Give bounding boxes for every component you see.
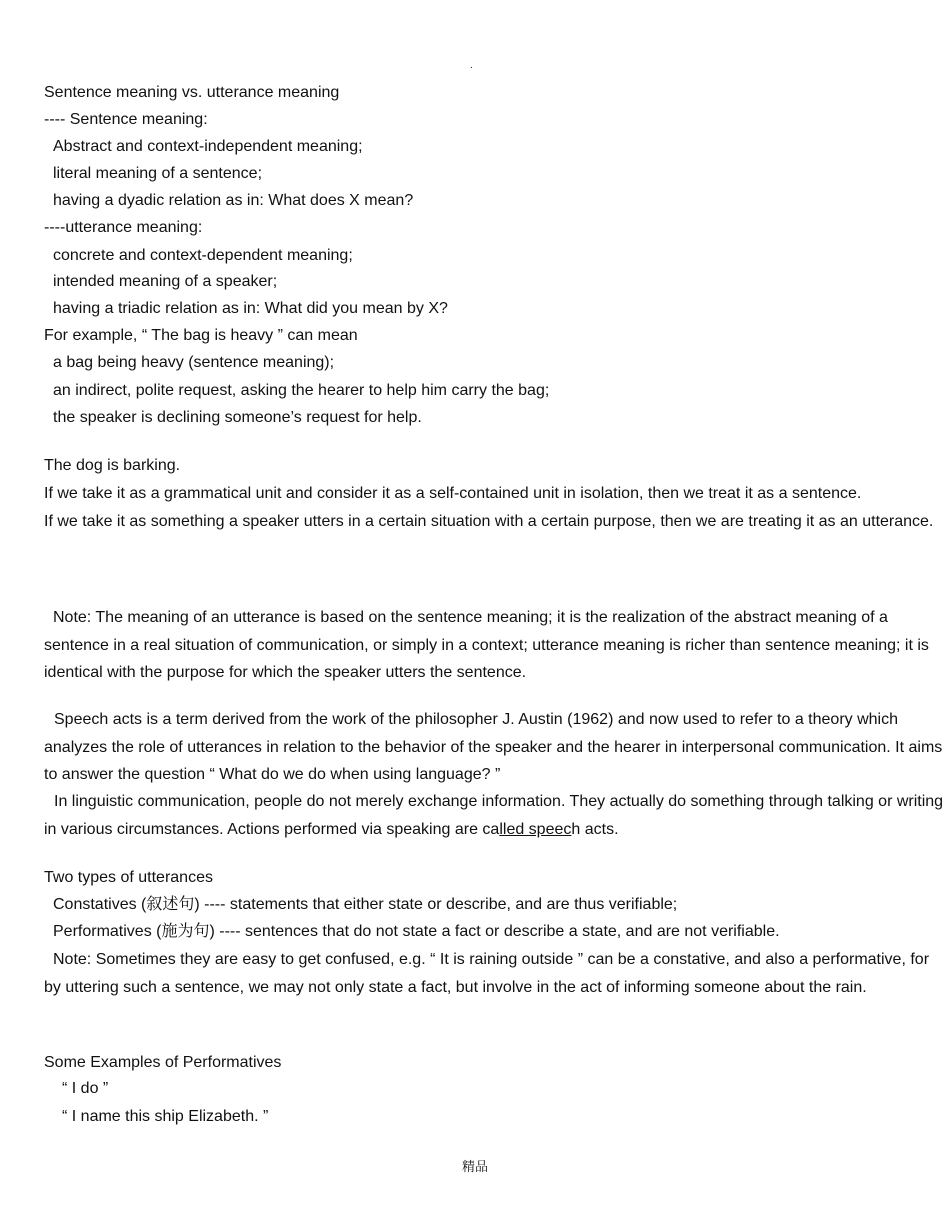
sentence-meaning-heading: ---- Sentence meaning: [44,111,208,128]
sentence-point: literal meaning of a sentence; [53,165,263,182]
section-title: Sentence meaning vs. utterance meaning [44,84,340,101]
sentence-paragraph: If we take it as a grammatical unit and consider it as a self-contained unit in isolation, then we treat it as a sentence. [44,485,862,502]
utterance-point: concrete and context-dependent meaning; [53,247,353,264]
speech-acts-text-end: h acts. [571,820,619,838]
speech-acts-paragraph: Speech acts is a term derived from the work of the philosopher J. Austin (1962) and now used to refer to a theory which analyzes the role of utterances in relation to the behavior of the speaker and the hearer in interpersonal communication. It aims to answer the question “ What do we do when using language? ” [44,711,943,783]
example-point: a bag being heavy (sentence meaning); [53,354,335,371]
performative-example: “ I do ” [62,1080,109,1097]
utterance-point: having a triadic relation as in: What did you mean by X? [53,300,448,317]
utterance-types-title: Two types of utterances [44,869,213,886]
sentence-point: having a dyadic relation as in: What does X mean? [53,192,414,209]
utterance-paragraph: If we take it as something a speaker utters in a certain situation with a certain purpose, then we are treating it as an utterance. [44,513,934,530]
footer-mark: 精品 [461,1159,488,1174]
underlined-text: lled speec [499,820,572,838]
performatives-definition: Performatives (施为句) ---- sentences that do not state a fact or describe a state, and are not verifiable. [53,923,780,940]
example-point: an indirect, polite request, asking the hearer to help him carry the bag; [53,382,550,399]
constatives-definition: Constatives (叙述句) ---- statements that either state or describe, and are thus verifiable; [53,896,678,913]
utterance-point: intended meaning of a speaker; [53,273,278,290]
sentence-point: Abstract and context-independent meaning; [53,138,363,155]
performative-example: “ I name this ship Elizabeth. ” [62,1108,269,1125]
example-sentence: The dog is barking. [44,457,181,474]
note-paragraph: Note: The meaning of an utterance is based on the sentence meaning; it is the realization of the abstract meaning of a sentence in a real situation of communication, or simply in a context; utterance meaning is richer than sentence meaning; it is identical with the purpose for which the speaker utters the sentence. [44,609,929,681]
utterance-meaning-heading: ----utterance meaning: [44,219,203,236]
types-note: Note: Sometimes they are easy to get confused, e.g. “ It is raining outside ” can be a constative, and also a performative, for by uttering such a sentence, we may not only state a fact, but involve in the act of informing someone about the rain. [44,951,930,996]
performative-examples-title: Some Examples of Performatives [44,1054,282,1071]
example-intro: For example, “ The bag is heavy ” can mean [44,327,358,344]
example-point: the speaker is declining someone’s request for help. [53,409,422,426]
speech-acts-text: In linguistic communication, people do not merely exchange information. They actually do something through talking or writing in various circumstances. Actions performed via speaking are ca [44,793,944,838]
speech-acts-paragraph-2 [44,788,950,843]
header-mark: . [470,60,473,71]
